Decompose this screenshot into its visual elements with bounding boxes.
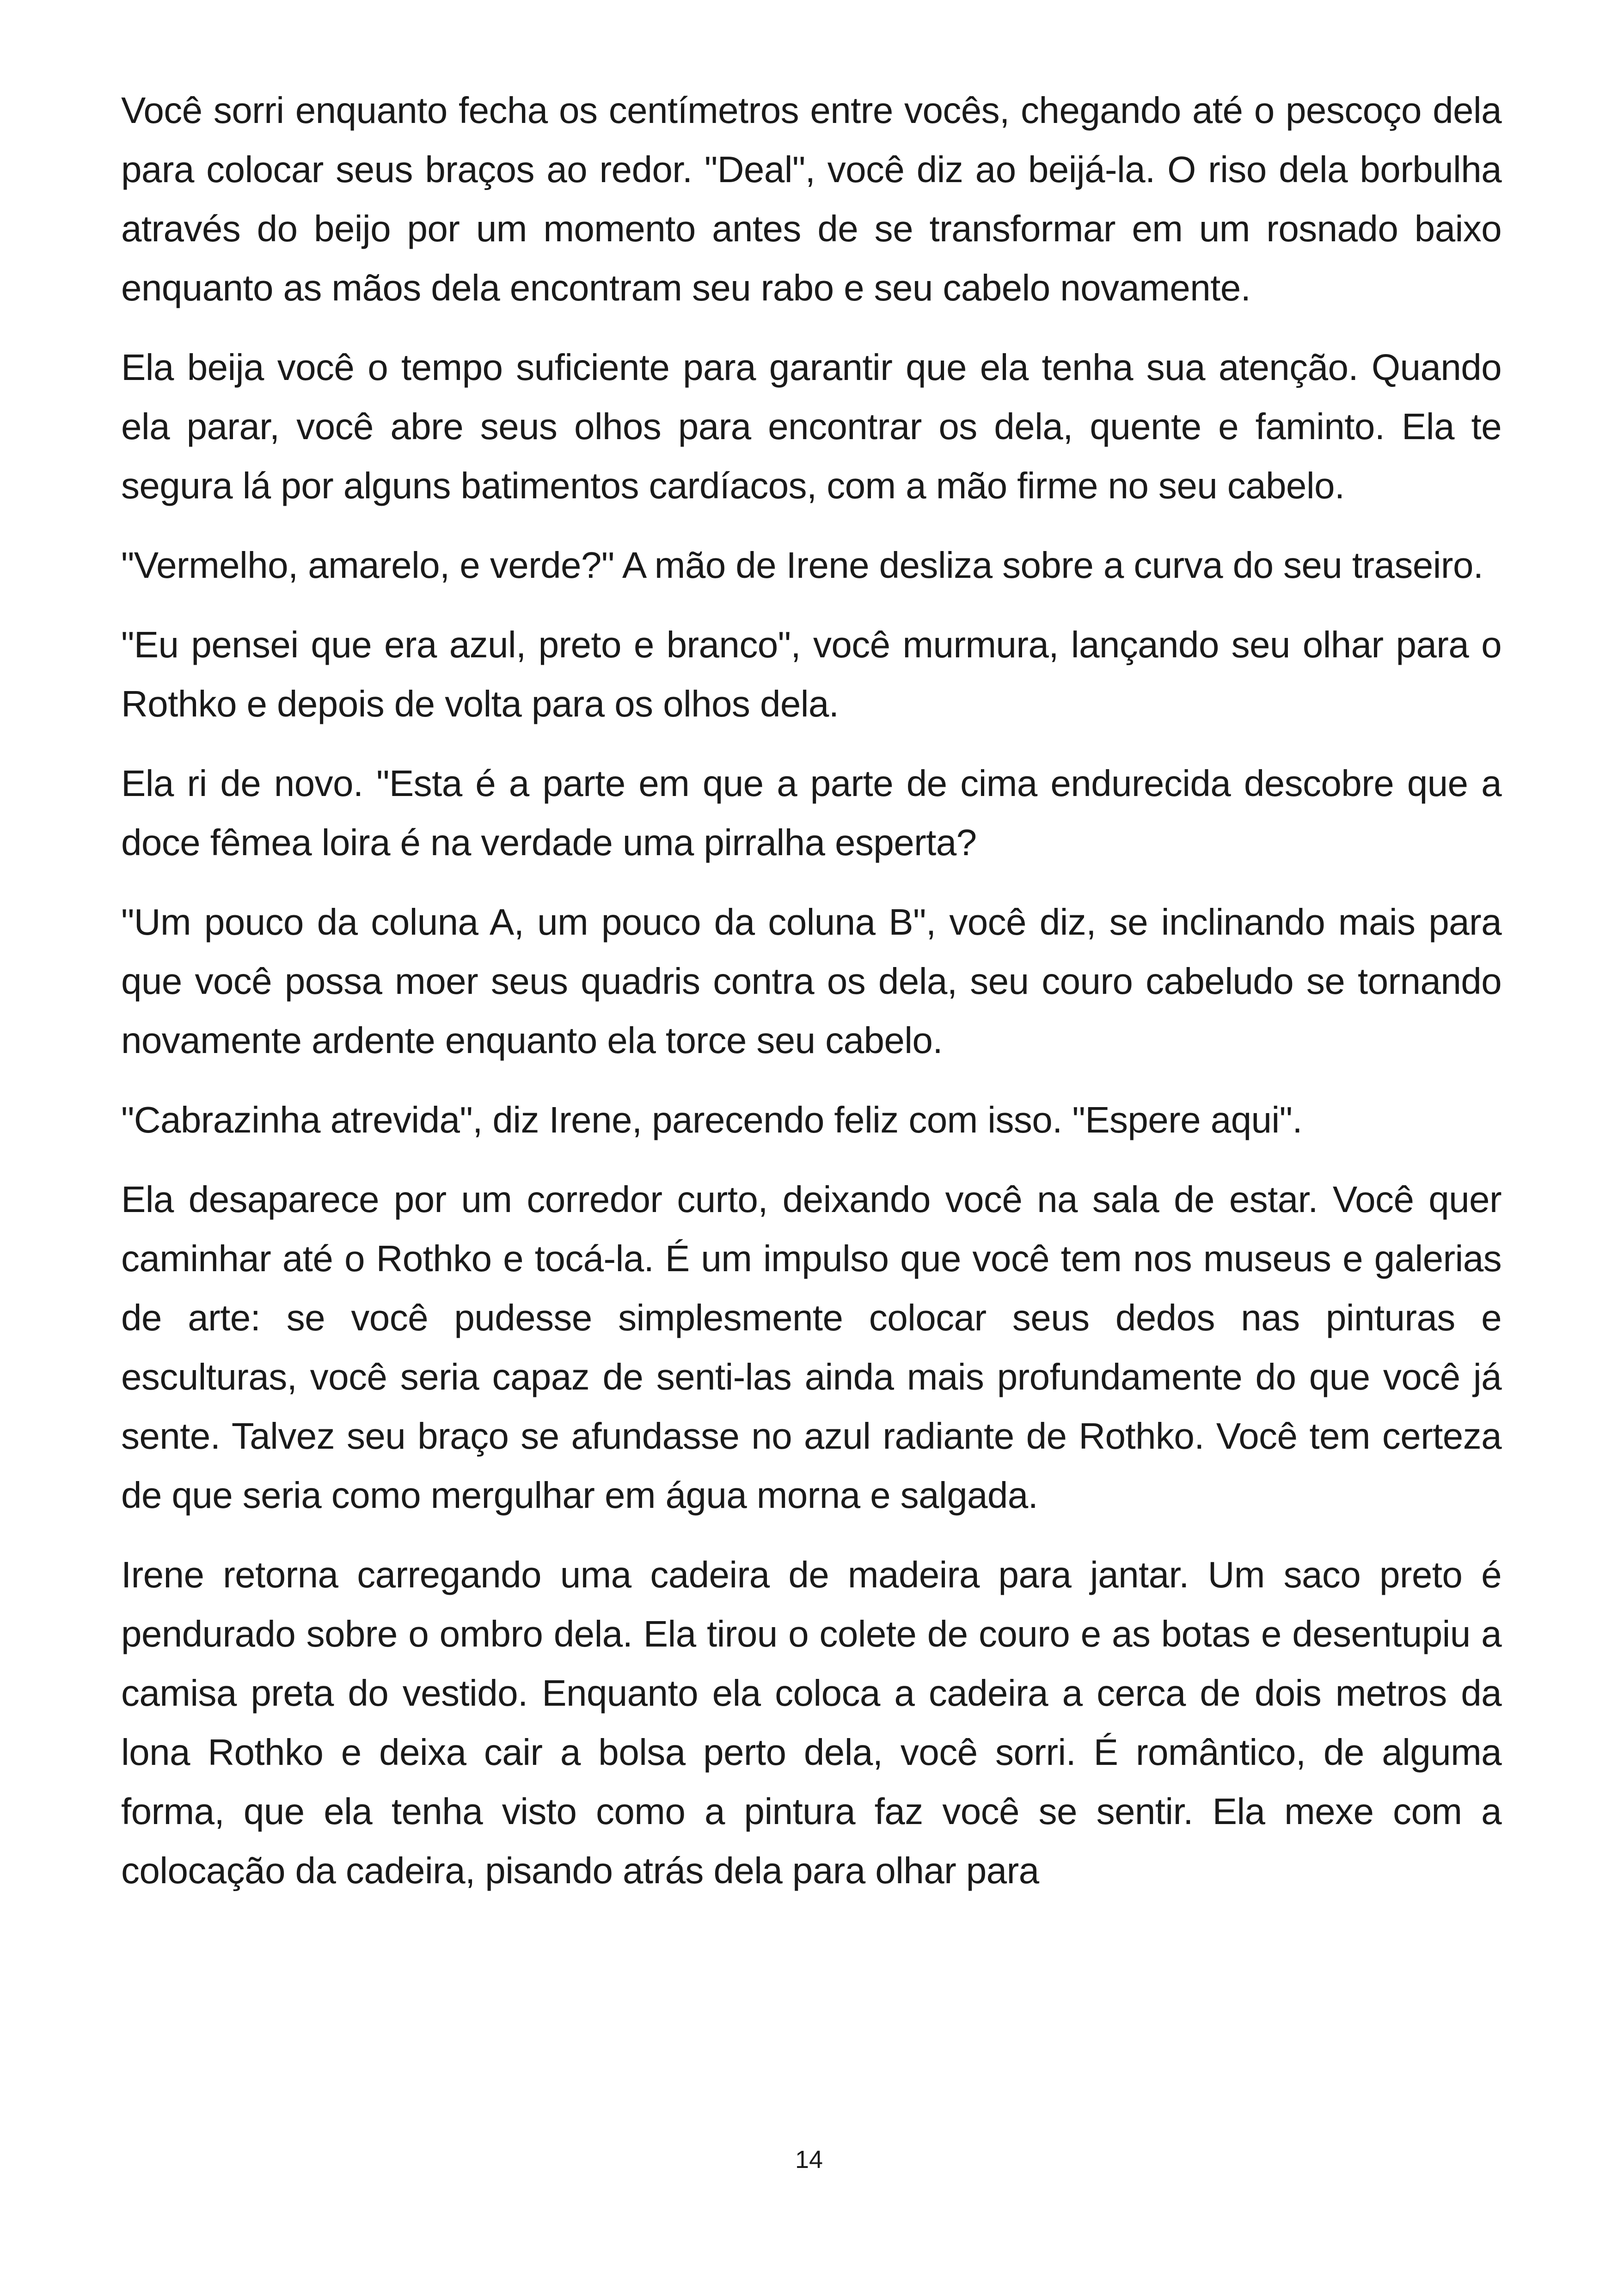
paragraph: "Cabrazinha atrevida", diz Irene, parecendo feliz com isso. "Espere aqui". [121, 1099, 1302, 1140]
paragraph: "Vermelho, amarelo, e verde?" A mão de Irene desliza sobre a curva do seu traseiro. [121, 545, 1483, 586]
text-body [121, 81, 1502, 1921]
paragraph: "Eu pensei que era azul, preto e branco", você murmura, lançando seu olhar para o Rothko e depois de volta para os olhos dela. [121, 624, 1502, 724]
paragraph: Irene retorna carregando uma cadeira de madeira para jantar. Um saco preto é pendurado sobre o ombro dela. Ela tirou o colete de couro e as botas e desentupiu a camisa preta do vestido. Enquanto ela coloca a cadeira a cerca de dois metros da lona Rothko e deixa cair a bolsa perto dela, você sorri. É romântico, de alguma forma, que ela tenha visto como a pintura faz você se sentir. Ela mexe com a colocação da cadeira, pisando atrás dela para olhar para [121, 1554, 1502, 1891]
paragraph: Você sorri enquanto fecha os centímetros entre vocês, chegando até o pescoço dela para colocar seus braços ao redor. "Deal", você diz ao beijá-la. O riso dela borbulha através do beijo por um momento antes de se transformar em um rosnado baixo enquanto as mãos dela encontram seu rabo e seu cabelo novamente. [121, 90, 1502, 308]
page-number: 14 [795, 2146, 823, 2174]
paragraph: Ela ri de novo. "Esta é a parte em que a parte de cima endurecida descobre que a doce fêmea loira é na verdade uma pirralha esperta? [121, 763, 1502, 863]
paragraph: Ela desaparece por um corredor curto, deixando você na sala de estar. Você quer caminhar até o Rothko e tocá-la. É um impulso que você tem nos museus e galerias de arte: se você pudesse simplesmente colocar seus dedos nas pinturas e esculturas, você seria capaz de senti-las ainda mais profundamente do que você já sente. Talvez seu braço se afundasse no azul radiante de Rothko. Você tem certeza de que seria como mergulhar em água morna e salgada. [121, 1179, 1502, 1516]
paragraph: Ela beija você o tempo suficiente para garantir que ela tenha sua atenção. Quando ela parar, você abre seus olhos para encontrar os dela, quente e faminto. Ela te segura lá por alguns batimentos cardíacos, com a mão firme no seu cabelo. [121, 347, 1502, 506]
paragraph: "Um pouco da coluna A, um pouco da coluna B", você diz, se inclinando mais para que você possa moer seus quadris contra os dela, seu couro cabeludo se tornando novamente ardente enquanto ela torce seu cabelo. [121, 901, 1502, 1061]
